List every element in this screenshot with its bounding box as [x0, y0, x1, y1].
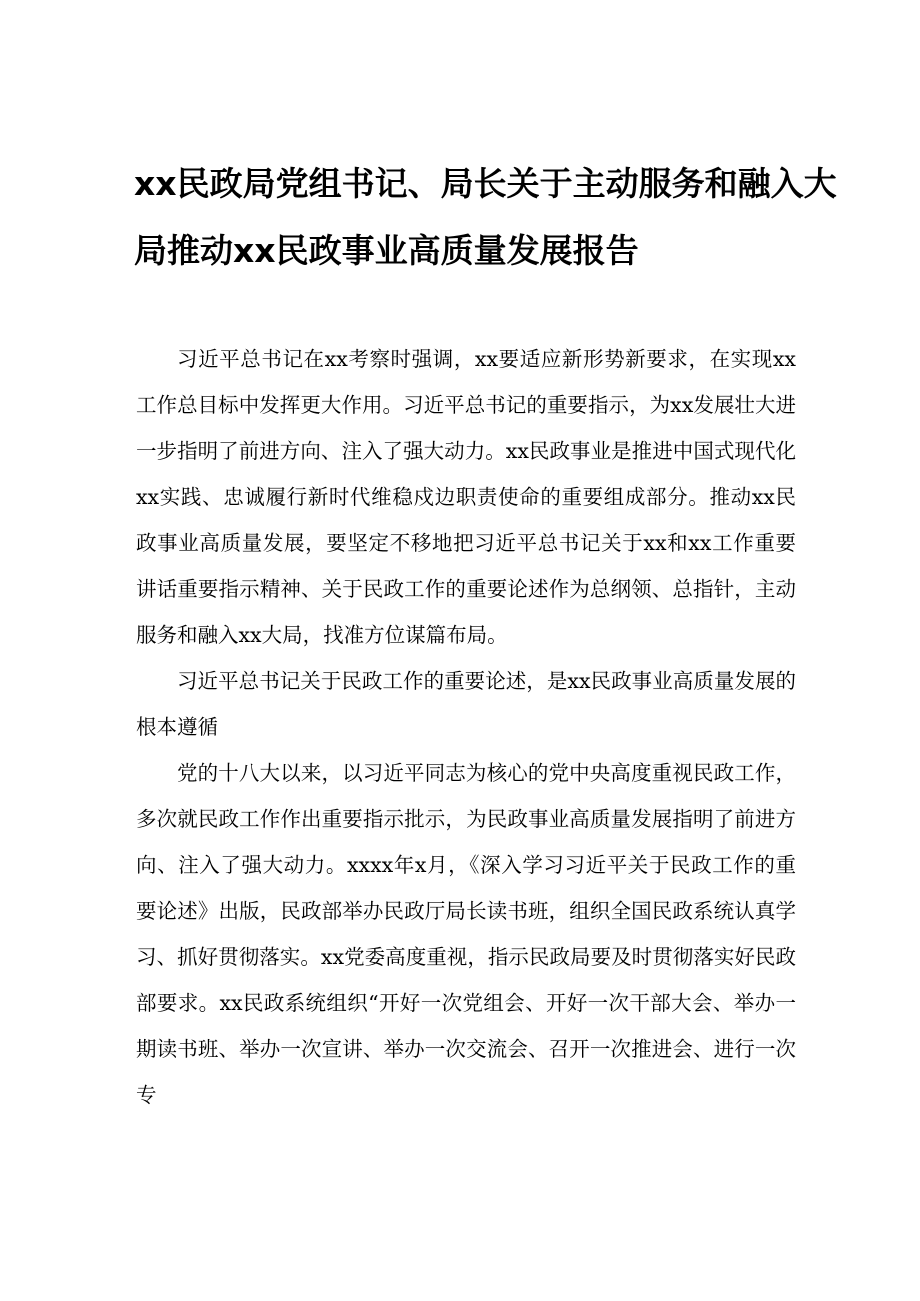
title-line-1: xx民政局党组书记、局长关于主动服务和融入大 — [134, 164, 837, 203]
document-title — [134, 150, 837, 284]
paragraph-body: 党的十八大以来，以习近平同志为核心的党中央高度重视民政工作，多次就民政工作作出重要指示批示，为民政事业高质量发展指明了前进方向、注入了强大动力。xxxx年x月，《深入学习习近平关于民政工作的重要论述》出版，民政部举办民政厅局长读书班，组织全国民政系统认真学习、抓好贯彻落实。xx党委高度重视，指示民政局要及时贯彻落实好民政部要求。xx民政系统组织“开好一次党组会、开好一次干部大会、举办一期读书班、举办一次宣讲、举办一次交流会、召开一次推进会、进行一次专 — [136, 761, 796, 1107]
title-line-2: 局推动xx民政事业高质量发展报告 — [134, 231, 639, 270]
document-body — [136, 336, 796, 1118]
paragraph-intro: 习近平总书记在xx考察时强调，xx要适应新形势新要求，在实现xx工作总目标中发挥更大作用。习近平总书记的重要指示，为xx发展壮大进一步指明了前进方向、注入了强大动力。xx民政事业是推进中国式现代化xx实践、忠诚履行新时代维稳戍边职责使命的重要组成部分。推动xx民政事业高质量发展，要坚定不移地把习近平总书记关于xx和xx工作重要讲话重要指示精神、关于民政工作的重要论述作为总纲领、总指针，主动服务和融入xx大局，找准方位谋篇布局。 — [136, 347, 796, 647]
paragraph-section-heading: 习近平总书记关于民政工作的重要论述，是xx民政事业高质量发展的根本遵循 — [136, 669, 796, 739]
